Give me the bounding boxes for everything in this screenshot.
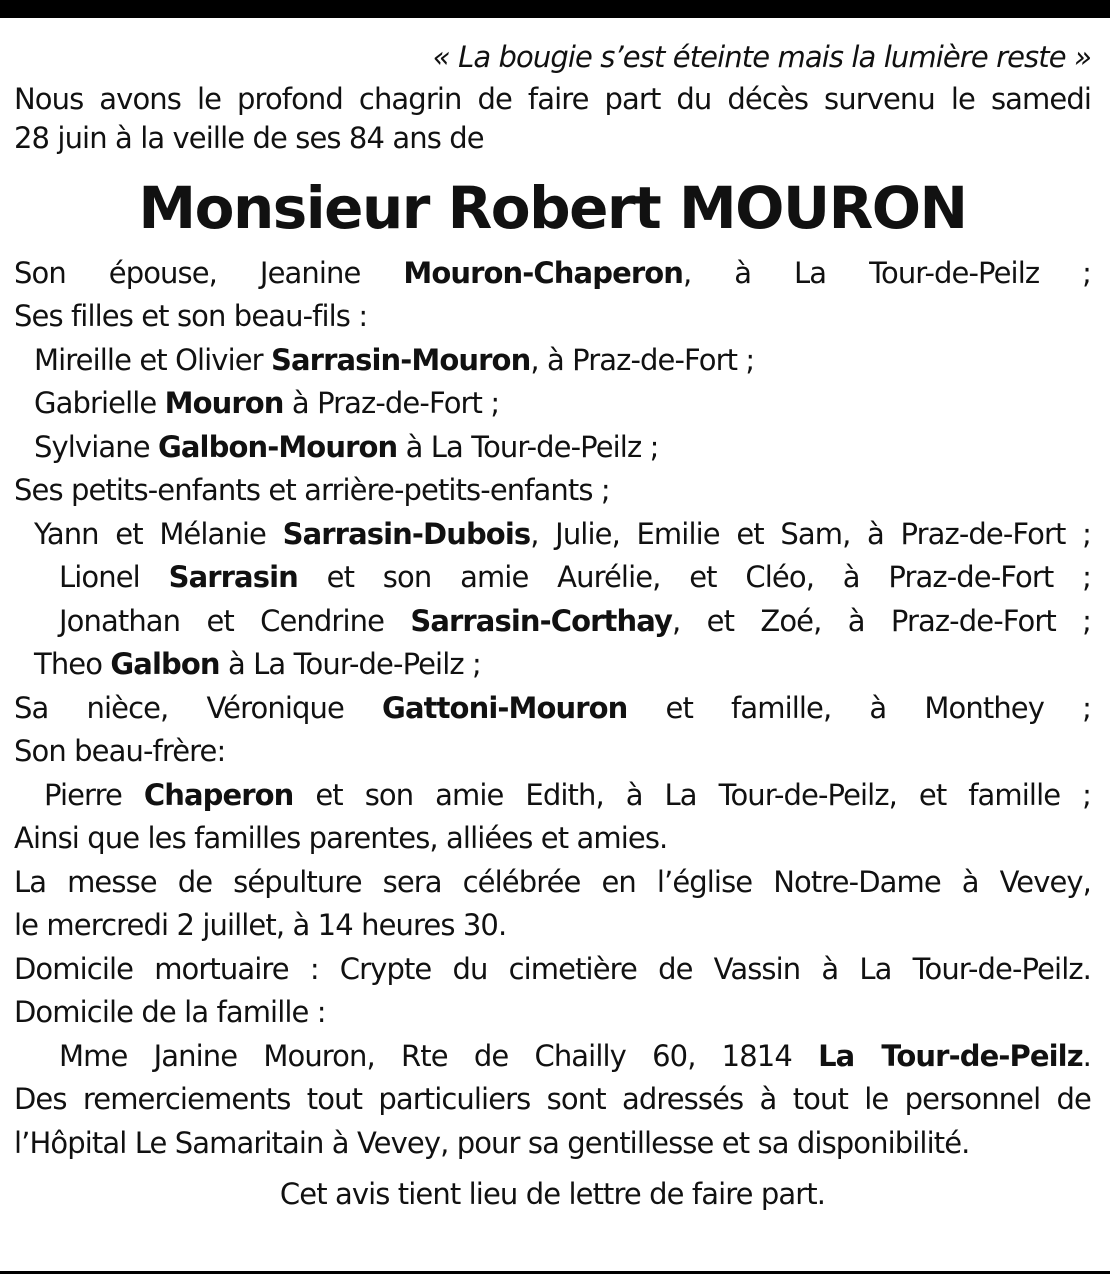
thanks-line: l’Hôpital Le Samaritain à Vevey, pour sa gentillesse et sa disponibilité. (14, 1125, 970, 1160)
spouse-prefix: Son épouse, Jeanine (14, 255, 404, 290)
address-city: La Tour-de-Peilz (818, 1038, 1083, 1073)
relative-location: et son amie Aurélie, et Cléo, à Praz-de-Fort ; (297, 560, 1091, 594)
relative-location: , Julie, Emilie et Sam, à Praz-de-Fort ; (530, 516, 1091, 551)
grandchild-line (14, 513, 1091, 557)
intro-line: Nous avons le profond chagrin de faire part du décès survenu le samedi (14, 81, 1091, 116)
bottom-border-rule (0, 1271, 1110, 1274)
daughters-heading: Ses filles et son beau-fils : (14, 299, 368, 333)
relative-given-names: Jonathan et Cendrine (59, 603, 411, 638)
daughter-line (14, 382, 1091, 426)
relative-surname: Sarrasin-Dubois (282, 516, 531, 551)
relative-surname: Sarrasin-Mouron (271, 342, 531, 377)
relative-given-names: Gabrielle (34, 386, 165, 420)
relative-location: à Praz-de-Fort ; (283, 386, 500, 420)
relative-surname: Chaperon (143, 777, 294, 812)
relative-surname: Sarrasin (168, 560, 298, 594)
relative-given-names: Sylviane (34, 429, 158, 464)
spouse-surname: Mouron-Chaperon (403, 255, 684, 290)
closing-note: Cet avis tient lieu de lettre de faire part. (279, 1177, 826, 1211)
relative-location: , et Zoé, à Praz-de-Fort ; (672, 603, 1091, 638)
deceased-name: Monsieur Robert MOURON (138, 173, 967, 242)
relative-surname: Sarrasin-Corthay (410, 603, 673, 638)
address-period: . (1082, 1038, 1091, 1073)
epigraph-quote: « La bougie s’est éteinte mais la lumière reste » (432, 40, 1091, 74)
thanks-line: Des remerciements tout particuliers sont adressés à tout le personnel de (14, 1082, 1091, 1116)
relative-given-names: Pierre (44, 777, 144, 812)
daughter-line (14, 426, 1091, 470)
address-street: Mme Janine Mouron, Rte de Chailly 60, 1814 (59, 1038, 819, 1073)
spouse-suffix: , à La Tour-de-Peilz ; (683, 255, 1091, 290)
mortuary-line: Domicile mortuaire : Crypte du cimetière de Vassin à La Tour-de-Peilz. (14, 951, 1091, 986)
brother-in-law-line (14, 774, 1091, 818)
ceremony-line: le mercredi 2 juillet, à 14 heures 30. (14, 908, 507, 942)
grandchild-line (14, 556, 1091, 600)
relative-given-names: Yann et Mélanie (34, 516, 283, 551)
other-relatives-line: Ainsi que les familles parentes, alliées et amies. (14, 821, 668, 855)
relative-surname: Mouron (164, 386, 284, 420)
relative-location: , à Praz-de-Fort ; (530, 342, 755, 377)
relative-location: et son amie Edith, à La Tour-de-Peilz, et famille ; (293, 777, 1091, 812)
grandchildren-heading: Ses petits-enfants et arrière-petits-enfants ; (14, 473, 610, 507)
grandchild-line (14, 600, 1091, 644)
grandchild-line (14, 643, 1091, 687)
relative-given-names: Mireille et Olivier (34, 342, 272, 377)
ceremony-line: La messe de sépulture sera célébrée en l’église Notre-Dame à Vevey, (14, 864, 1091, 899)
relative-given-names: Sa nièce, Véronique (14, 690, 383, 725)
daughter-line (14, 339, 1091, 383)
relative-surname: Galbon-Mouron (157, 429, 398, 464)
brother-in-law-heading: Son beau-frère: (14, 734, 226, 768)
niece-line (14, 687, 1091, 731)
relative-location: à La Tour-de-Peilz ; (219, 647, 481, 681)
relative-location: à La Tour-de-Peilz ; (397, 429, 659, 464)
intro-paragraph (14, 80, 1091, 158)
family-address-heading: Domicile de la famille : (14, 995, 326, 1029)
relative-surname: Galbon (110, 647, 220, 681)
spouse-line (14, 252, 1091, 296)
relative-surname: Gattoni-Mouron (382, 690, 628, 725)
obituary-notice (14, 36, 1091, 1217)
relative-given-names: Lionel (59, 560, 169, 594)
intro-line: 28 juin à la veille de ses 84 ans de (14, 120, 484, 155)
top-border-rule (0, 0, 1110, 18)
relative-given-names: Theo (34, 647, 111, 681)
family-address-line (14, 1035, 1091, 1079)
relative-location: et famille, à Monthey ; (627, 690, 1091, 725)
